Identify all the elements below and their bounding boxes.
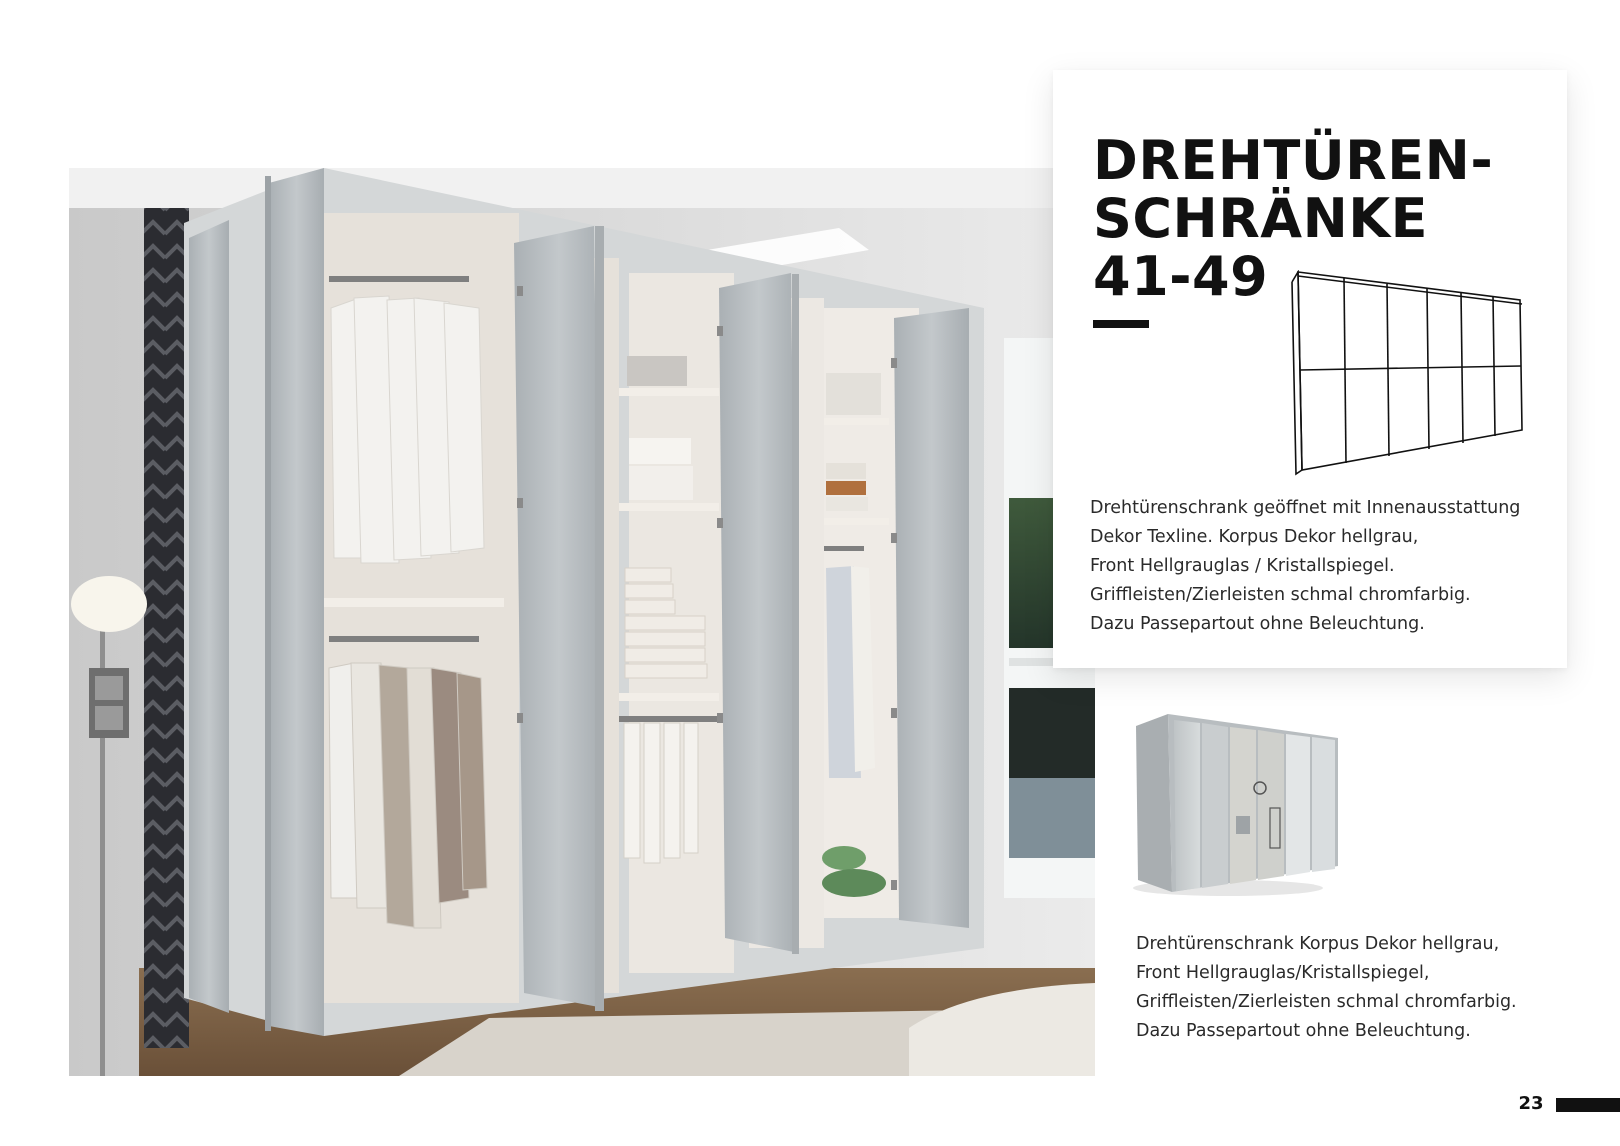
open-wardrobe-illustration — [69, 168, 1095, 1076]
title-line: DREHTÜREN- — [1093, 129, 1494, 192]
description-line: Dekor Texline. Korpus Dekor hellgrau, — [1090, 527, 1419, 547]
secondary-description — [1136, 930, 1596, 1046]
page-number-bar — [1556, 1098, 1620, 1112]
description-line: Drehtürenschrank geöffnet mit Innenausstattung — [1090, 498, 1521, 518]
page-number: 23 — [1518, 1093, 1544, 1114]
wardrobe-line-drawing — [1290, 270, 1534, 476]
title-line: SCHRÄNKE — [1093, 187, 1429, 250]
description-line: Griffleisten/Zierleisten schmal chromfarbig. — [1090, 585, 1471, 605]
main-wardrobe-photo — [69, 168, 1095, 1076]
title-underline — [1093, 320, 1149, 328]
description-line: Griffleisten/Zierleisten schmal chromfarbig. — [1136, 992, 1517, 1012]
description-line: Dazu Passepartout ohne Beleuchtung. — [1136, 1021, 1471, 1041]
description-line: Drehtürenschrank Korpus Dekor hellgrau, — [1136, 934, 1500, 954]
info-card — [1053, 70, 1567, 668]
closed-wardrobe-thumbnail — [1128, 706, 1348, 906]
title-line: 41-49 — [1093, 245, 1269, 308]
description-line: Dazu Passepartout ohne Beleuchtung. — [1090, 614, 1425, 634]
description-line: Front Hellgrauglas / Kristallspiegel. — [1090, 556, 1395, 576]
description-line: Front Hellgrauglas/Kristallspiegel, — [1136, 963, 1430, 983]
main-description — [1090, 494, 1550, 639]
